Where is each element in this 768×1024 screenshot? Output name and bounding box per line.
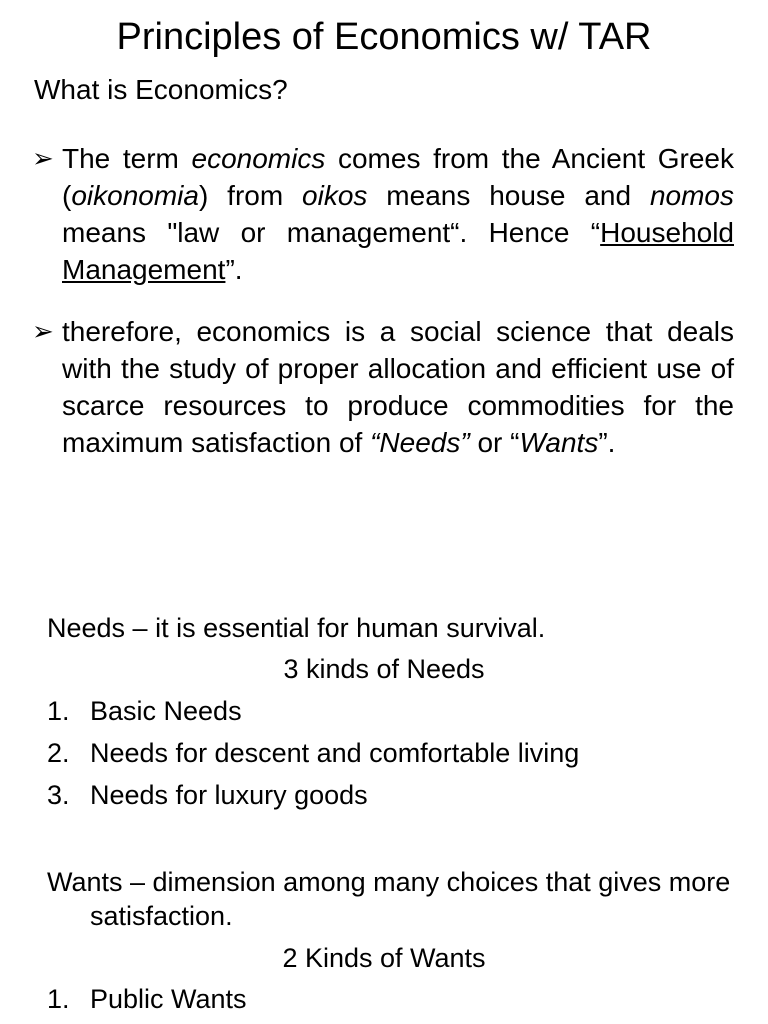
text-run: ”. (225, 254, 243, 285)
list-item-label: Needs for descent and comfortable living (90, 738, 580, 768)
list-item (47, 736, 579, 778)
bullet-text (62, 313, 734, 461)
needs-list (47, 694, 579, 820)
needs-kinds-heading: 3 kinds of Needs (283, 654, 485, 684)
list-item-number: 3. (47, 780, 70, 810)
text-run: or “ (469, 427, 520, 458)
text-run: therefore, economics is a social science that deals with the study of proper allocation and efficient use of scarce resources to produce commodities for the maximum satisfaction of (62, 316, 734, 458)
italic-term: oikonomia (71, 180, 199, 211)
list-item (47, 694, 579, 736)
wants-kinds-heading: 2 Kinds of Wants (282, 943, 486, 973)
page-title: Principles of Economics w/ TAR (116, 16, 652, 58)
bullet-paragraph-etymology (32, 140, 734, 288)
text-run: ) from (198, 180, 303, 211)
italic-term: oikos (302, 180, 368, 211)
arrow-bullet-icon: ➢ (32, 143, 54, 173)
text-run: means house and (367, 180, 650, 211)
needs-definition: Needs – it is essential for human survival. (47, 613, 546, 643)
text-run: means "law or management“. Hence “ (62, 217, 601, 248)
text-run: The term (62, 143, 192, 174)
wants-list (47, 982, 247, 1024)
list-item-label: Needs for luxury goods (90, 780, 368, 810)
list-item-number: 1. (47, 984, 70, 1014)
list-item-number: 1. (47, 696, 70, 726)
text-run: ”. (598, 427, 616, 458)
bullet-text (62, 140, 734, 288)
list-item (47, 778, 579, 820)
italic-term: Wants (519, 427, 599, 458)
bullet-paragraph-definition (32, 313, 734, 461)
italic-term: economics (191, 143, 326, 174)
list-item-label: Public Wants (90, 984, 247, 1014)
italic-term: nomos (649, 180, 734, 211)
list-item-number: 2. (47, 738, 70, 768)
list-item (47, 982, 247, 1024)
underlined-term: Household Management (62, 217, 734, 285)
text-run: comes from the Ancient Greek ( (62, 143, 734, 211)
arrow-bullet-icon: ➢ (32, 316, 54, 346)
italic-term: “Needs” (370, 427, 470, 458)
list-item-label: Basic Needs (90, 696, 242, 726)
wants-definition: Wants – dimension among many choices that gives more satisfaction. (47, 867, 731, 931)
section-heading: What is Economics? (34, 74, 288, 105)
